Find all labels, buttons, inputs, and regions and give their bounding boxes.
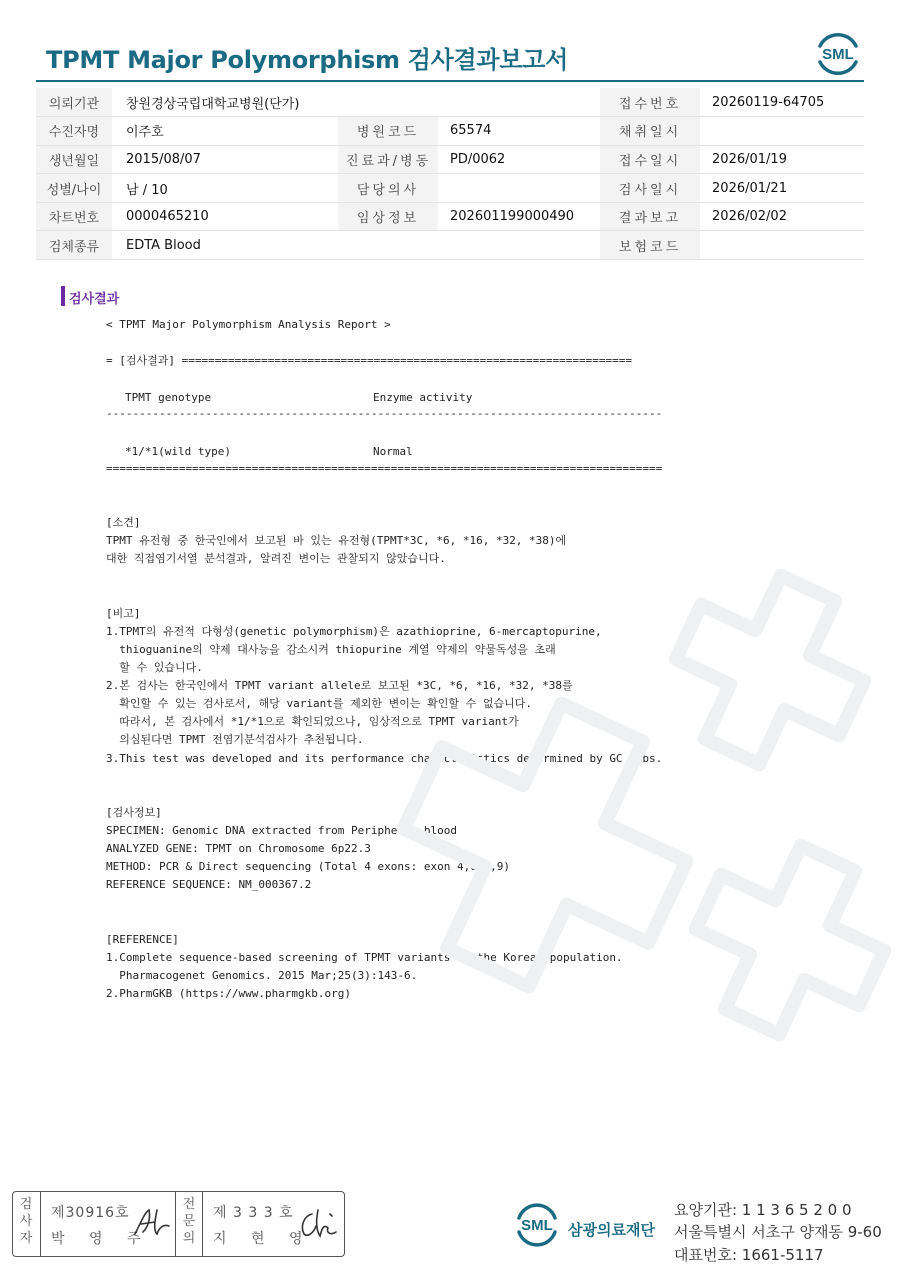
signature-divider <box>175 1192 176 1256</box>
opinion-line: TPMT 유전형 중 한국인에서 보고된 바 있는 유전형(TPMT*3C, *6, *16, *32, *38)에 <box>106 534 567 547</box>
info-value: 2026/01/19 <box>700 145 864 174</box>
testinfo-line: REFERENCE SEQUENCE: NM_000367.2 <box>106 878 312 891</box>
testinfo-line: ANALYZED GENE: TPMT on Chromosome 6p22.3 <box>106 842 371 855</box>
top-logo-text: SML <box>822 46 854 63</box>
remarks-title: [비고] <box>106 607 141 620</box>
info-label: 검체종류 <box>36 231 112 260</box>
info-value: 65574 <box>438 117 600 146</box>
dash-rule: ------------------------------------------------------------------------------------ <box>106 407 663 420</box>
cross-watermark-icon <box>360 560 900 1060</box>
info-value <box>438 174 600 203</box>
info-label: 진료과/병동 <box>338 145 438 174</box>
info-value <box>700 117 864 146</box>
info-row <box>36 145 864 174</box>
info-value: 창원경상국립대학교병원(단가) <box>112 88 600 117</box>
opinion-line: 대한 직접염기서열 분석결과, 알려진 변이는 관찰되지 않았습니다. <box>106 552 446 565</box>
reference-line: 2.PharmGKB (https://www.pharmgkb.org) <box>106 987 352 1000</box>
info-value: 2026/01/21 <box>700 174 864 203</box>
reference-line: 1.Complete sequence-based screening of TPMT variants in the Korean population. <box>106 951 623 964</box>
col-enzyme: Enzyme activity <box>373 391 473 404</box>
report-title: TPMT Major Polymorphism 검사결과보고서 <box>46 46 568 74</box>
info-row <box>36 174 864 203</box>
specialist-license-no: 제 3 3 3 호 <box>213 1205 294 1221</box>
patient-info-table <box>36 88 864 260</box>
remarks-line: 의심된다면 TPMT 전염기분석검사가 추천됩니다. <box>106 733 364 746</box>
info-value: 2026/02/02 <box>700 202 864 231</box>
info-value: 20260119-64705 <box>700 88 864 117</box>
info-label: 검사일시 <box>600 174 700 203</box>
remarks-line: 따라서, 본 검사에서 *1/*1으로 확인되었으나, 임상적으로 TPMT variant가 <box>106 715 519 728</box>
info-value: 202601199000490 <box>438 202 600 231</box>
report-heading: < TPMT Major Polymorphism Analysis Report > <box>106 318 391 331</box>
info-label: 결과보고 <box>600 202 700 231</box>
info-label: 수진자명 <box>36 117 112 146</box>
opinion-title: [소견] <box>106 516 141 529</box>
info-value <box>700 231 864 260</box>
eq-rule: ==================================================================================== <box>106 462 663 475</box>
info-value: 이주호 <box>112 117 338 146</box>
info-label: 성별/나이 <box>36 174 112 203</box>
testinfo-line: SPECIMEN: Genomic DNA extracted from Peripheral blood <box>106 824 457 837</box>
testinfo-title: [검사정보] <box>106 806 162 819</box>
info-value: 2015/08/07 <box>112 145 338 174</box>
remarks-line: 2.본 검사는 한국인에서 TPMT variant allele로 보고된 *3C, *6, *16, *32, *38를 <box>106 679 573 692</box>
section-title: 검사결과 <box>69 292 120 307</box>
sml-logo-icon <box>812 28 864 76</box>
remarks-line: thioguanine의 약제 대사능을 감소시켜 thiopurine 계열 약제의 약물독성을 초래 <box>106 643 556 656</box>
examiner-label: 검 사 자 <box>19 1197 33 1246</box>
examiner-name: 박 영 주 <box>51 1231 151 1247</box>
genotype-value: *1/*1(wild type) <box>125 445 231 458</box>
remarks-line: 1.TPMT의 유전적 다형성(genetic polymorphism)은 azathioprine, 6-mercaptopurine, <box>106 625 602 638</box>
info-value: PD/0062 <box>438 145 600 174</box>
remarks-line: 할 수 있습니다. <box>106 661 203 674</box>
signature-box <box>12 1191 345 1257</box>
info-row <box>36 117 864 146</box>
specialist-signature <box>296 1206 340 1242</box>
signature-divider <box>40 1192 41 1256</box>
info-row <box>36 202 864 231</box>
reference-title: [REFERENCE] <box>106 933 179 946</box>
footer-address: 서울특별시 서초구 양재동 9-60 <box>674 1223 882 1241</box>
section-accent-bar <box>61 286 65 306</box>
info-label: 생년월일 <box>36 145 112 174</box>
info-value: 남 / 10 <box>112 174 338 203</box>
enzyme-value: Normal <box>373 445 413 458</box>
sml-footer-logo-icon <box>512 1200 562 1248</box>
footer-institution-code: 요양기관: 1 1 3 6 5 2 0 0 <box>674 1201 852 1219</box>
footer-org-name: 삼광의료재단 <box>568 1221 655 1239</box>
testinfo-line: METHOD: PCR & Direct sequencing (Total 4 exons: exon 4,6,7,9) <box>106 860 510 873</box>
examiner-license-no: 제30916호 <box>51 1205 130 1221</box>
result-header-rule: = [검사결과] ==================================================================== <box>106 354 632 367</box>
info-label: 접수일시 <box>600 145 700 174</box>
info-row <box>36 231 864 260</box>
info-label: 의뢰기관 <box>36 88 112 117</box>
info-label: 임상정보 <box>338 202 438 231</box>
info-label: 병원코드 <box>338 117 438 146</box>
footer-logo-text: SML <box>521 1217 553 1234</box>
remarks-line: 확인할 수 있는 검사로서, 해당 variant를 제외한 변이는 확인할 수 없습니다. <box>106 697 532 710</box>
examiner-signature <box>131 1206 173 1240</box>
signature-divider <box>202 1192 203 1256</box>
remarks-line: 3.This test was developed and its performance characteristics determined by GC Labs. <box>106 752 663 765</box>
title-divider <box>36 80 864 82</box>
info-label: 채취일시 <box>600 117 700 146</box>
info-label: 담당의사 <box>338 174 438 203</box>
specialist-name: 지 현 영 <box>213 1231 313 1247</box>
info-label: 차트번호 <box>36 202 112 231</box>
info-label: 보험코드 <box>600 231 700 260</box>
specialist-label: 전 문 의 <box>182 1197 196 1246</box>
info-value: EDTA Blood <box>112 231 600 260</box>
info-label: 접수번호 <box>600 88 700 117</box>
info-row <box>36 88 864 117</box>
info-value: 0000465210 <box>112 202 338 231</box>
footer-phone: 대표번호: 1661-5117 <box>674 1246 824 1264</box>
col-genotype: TPMT genotype <box>125 391 212 404</box>
reference-line: Pharmacogenet Genomics. 2015 Mar;25(3):143-6. <box>106 969 418 982</box>
